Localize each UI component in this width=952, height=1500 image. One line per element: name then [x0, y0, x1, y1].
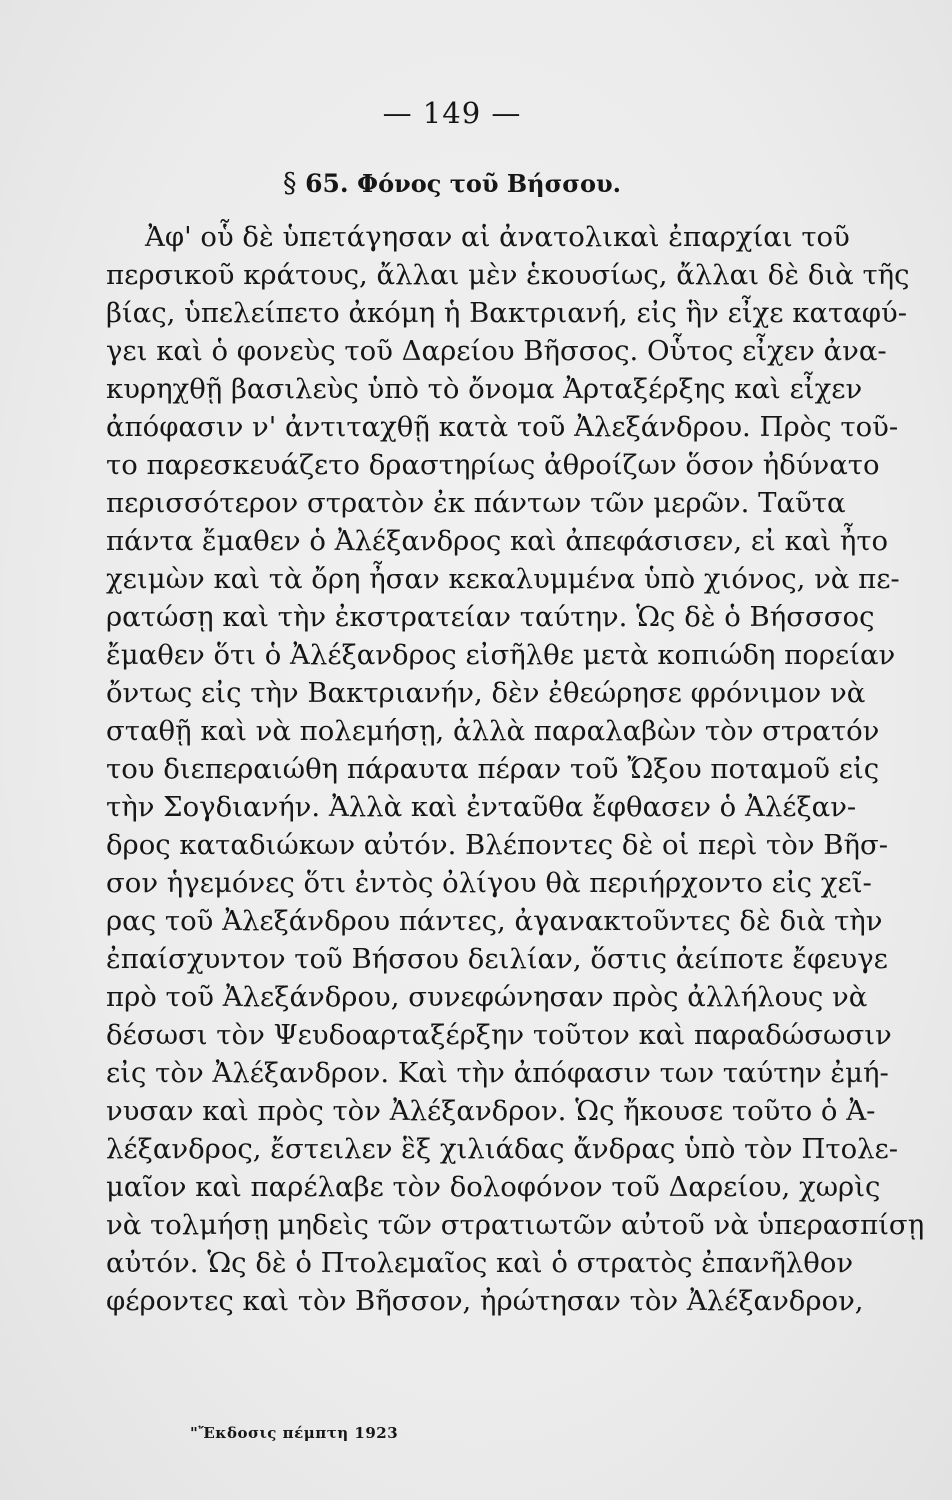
text-line: του διεπεραιώθη πάραυτα πέραν τοῦ Ὤξου ποταμοῦ εἰς	[106, 753, 880, 785]
section-mark: §	[282, 168, 297, 199]
text-line: βίας, ὑπελείπετο ἀκόμη ἡ Βακτριανή, εἰς ἣν εἶχε καταφύ-	[106, 297, 908, 329]
page-number: — 149 —	[382, 96, 522, 130]
text-line: ρας τοῦ Ἀλεξάνδρου πάντες, ἀγανακτοῦντες δὲ διὰ τὴν	[106, 905, 883, 937]
text-line: ἔμαθεν ὅτι ὁ Ἀλέξανδρος εἰσῆλθε μετὰ κοπιώδη πορείαν	[106, 639, 896, 671]
text-line: σον ἡγεμόνες ὅτι ἐντὸς ὀλίγου θὰ περιήρχοντο εἰς χεῖ-	[106, 867, 872, 899]
section-number: 65.	[305, 169, 349, 198]
text-line: μαῖον καὶ παρέλαβε τὸν δολοφόνον τοῦ Δαρείου, χωρὶς	[106, 1171, 881, 1203]
text-line: πρὸ τοῦ Ἀλεξάνδρου, συνεφώνησαν πρὸς ἀλλήλους νὰ	[106, 981, 868, 1013]
text-line: ὄντως εἰς τὴν Βακτριανήν, δὲν ἐθεώρησε φρόνιμον νὰ	[106, 677, 866, 709]
text-line: ἀπόφασιν ν' ἀντιταχθῇ κατὰ τοῦ Ἀλεξάνδρου. Πρὸς τοῦ-	[106, 411, 899, 443]
text-line: λέξανδρος, ἔστειλεν ἓξ χιλιάδας ἄνδρας ὑπὸ τὸν Πτολε-	[106, 1133, 899, 1165]
edition-footnote: "Ἔκδοσις πέμπτη 1923	[190, 1424, 399, 1442]
text-line: νὰ τολμήσῃ μηδεὶς τῶν στρατιωτῶν αὐτοῦ νὰ ὑπερασπίσῃ	[106, 1209, 925, 1241]
text-line: δέσωσι τὸν Ψευδοαρταξέρξην τοῦτον καὶ παραδώσωσιν	[106, 1019, 892, 1051]
section-title: Φόνος τοῦ Βήσσου.	[357, 169, 622, 198]
text-line: ἐπαίσχυντον τοῦ Βήσσου δειλίαν, ὅστις ἀείποτε ἔφευγε	[106, 943, 888, 975]
text-line: αὐτόν. Ὡς δὲ ὁ Πτολεμαῖος καὶ ὁ στρατὸς ἐπανῆλθον	[106, 1247, 854, 1279]
text-line: φέροντες καὶ τὸν Βῆσσον, ἠρώτησαν τὸν Ἀλέξανδρον,	[106, 1285, 864, 1317]
text-line: εἰς τὸν Ἀλέξανδρον. Καὶ τὴν ἀπόφασιν των ταύτην ἐμή-	[106, 1057, 889, 1089]
text-line: περσικοῦ κράτους, ἄλλαι μὲν ἑκουσίως, ἄλλαι δὲ διὰ τῆς	[106, 259, 910, 291]
text-line: Ἀφ' οὗ δὲ ὑπετάγησαν αἱ ἀνατολικαὶ ἐπαρχίαι τοῦ	[145, 221, 850, 253]
text-line: τὴν Σογδιανήν. Ἀλλὰ καὶ ἐνταῦθα ἔφθασεν ὁ Ἀλέξαν-	[106, 791, 857, 823]
text-line: χειμὼν καὶ τὰ ὄρη ἦσαν κεκαλυμμένα ὑπὸ χιόνος, νὰ πε-	[106, 563, 900, 595]
text-line: το παρεσκευάζετο δραστηρίως ἀθροίζων ὅσον ἠδύνατο	[106, 449, 880, 481]
text-line: πάντα ἔμαθεν ὁ Ἀλέξανδρος καὶ ἀπεφάσισεν, εἰ καὶ ἦτο	[106, 525, 889, 557]
text-line: περισσότερον στρατὸν ἐκ πάντων τῶν μερῶν. Ταῦτα	[106, 487, 846, 519]
text-line: νυσαν καὶ πρὸς τὸν Ἀλέξανδρον. Ὡς ἤκουσε τοῦτο ὁ Ἀ-	[106, 1095, 876, 1127]
text-line: κυρηχθῇ βασιλεὺς ὑπὸ τὸ ὄνομα Ἀρταξέρξης καὶ εἶχεν	[106, 373, 863, 405]
text-line: σταθῇ καὶ νὰ πολεμήσῃ, ἀλλὰ παραλαβὼν τὸν στρατόν	[106, 715, 880, 747]
text-line: δρος καταδιώκων αὐτόν. Βλέποντες δὲ οἱ περὶ τὸν Βῆσ-	[106, 829, 889, 861]
text-line: ρατώσῃ καὶ τὴν ἐκστρατείαν ταύτην. Ὡς δὲ ὁ Βήσσσος	[106, 601, 875, 633]
text-line: γει καὶ ὁ φονεὺς τοῦ Δαρείου Βῆσσος. Οὗτος εἶχεν ἀνα-	[106, 335, 887, 367]
section-heading	[0, 168, 904, 199]
